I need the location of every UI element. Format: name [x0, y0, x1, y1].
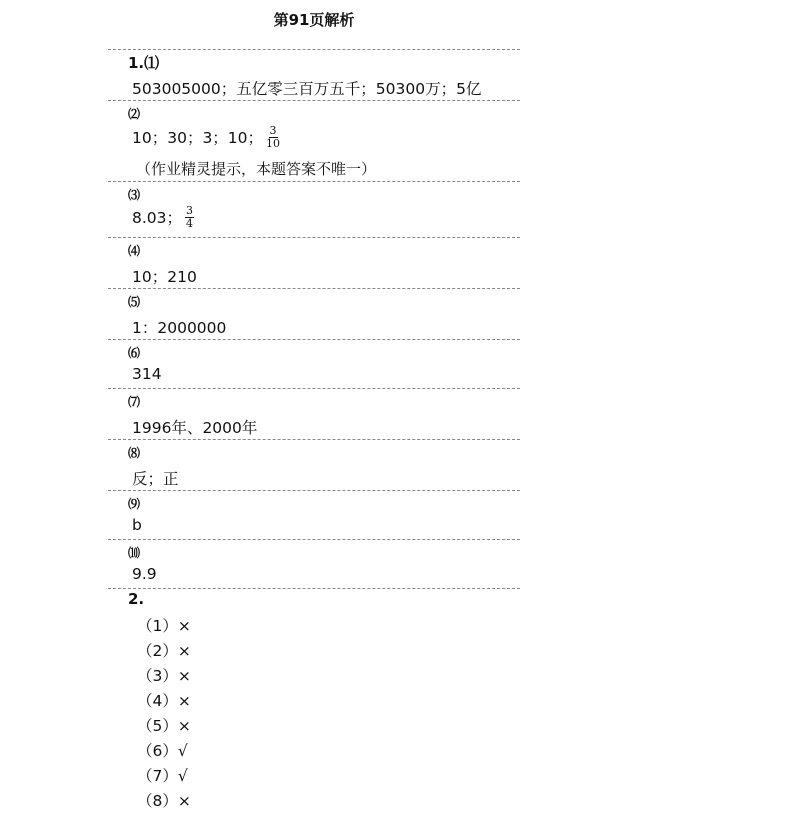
divider: [108, 588, 520, 589]
page-title: 第91页解析: [273, 11, 355, 29]
answer-1-5: 1：2000000: [132, 319, 227, 337]
answer-1-1: 503005000；五亿零三百万五千；50300万；5亿: [132, 80, 482, 98]
answer-1-3-text: 8.03；: [132, 209, 183, 227]
part-label-10: ⑽: [128, 546, 141, 560]
fraction: [266, 125, 280, 150]
judge-item-8: （8）×: [137, 792, 191, 810]
fraction-denominator: 10: [266, 137, 281, 150]
divider: [108, 237, 520, 238]
divider: [108, 388, 520, 389]
divider: [108, 490, 520, 491]
answer-1-9: b: [132, 516, 142, 534]
part-label-8: ⑻: [128, 446, 141, 460]
part-label-3: ⑶: [128, 188, 141, 202]
judge-item-1: （1）×: [137, 617, 191, 635]
divider: [108, 539, 520, 540]
answer-1-2: [132, 126, 280, 151]
fraction-numerator: 3: [186, 204, 194, 217]
answer-1-3: [132, 206, 194, 231]
answer-1-10: 9.9: [132, 565, 157, 583]
judge-item-3: （3）×: [137, 667, 191, 685]
divider: [108, 439, 520, 440]
fraction: [185, 205, 194, 230]
divider: [108, 181, 520, 182]
answer-1-8: 反；正: [132, 470, 179, 488]
fraction-denominator: 4: [186, 217, 194, 230]
judge-item-5: （5）×: [137, 717, 191, 735]
divider: [108, 49, 520, 50]
divider: [108, 100, 520, 101]
part-label-9: ⑼: [128, 497, 141, 511]
answer-1-4: 10；210: [132, 268, 197, 286]
part-label-4: ⑷: [128, 244, 141, 258]
answer-1-2-text: 10；30；3；10；: [132, 129, 264, 147]
fraction-numerator: 3: [269, 124, 277, 137]
part-label-6: ⑹: [128, 346, 141, 360]
divider: [108, 339, 520, 340]
judge-item-2: （2）×: [137, 642, 191, 660]
part-label-2: ⑵: [128, 107, 141, 121]
judge-item-6: （6）√: [137, 742, 188, 760]
divider: [108, 288, 520, 289]
question-1-label: 1.⑴: [128, 54, 160, 72]
answer-note: （作业精灵提示，本题答案不唯一）: [136, 160, 377, 178]
judge-item-7: （7）√: [137, 767, 188, 785]
part-label-5: ⑸: [128, 295, 141, 309]
judge-item-4: （4）×: [137, 692, 191, 710]
question-2-label: 2.: [128, 590, 145, 608]
part-label-7: ⑺: [128, 395, 141, 409]
answer-1-6: 314: [132, 365, 162, 383]
answer-1-7: 1996年、2000年: [132, 419, 258, 437]
